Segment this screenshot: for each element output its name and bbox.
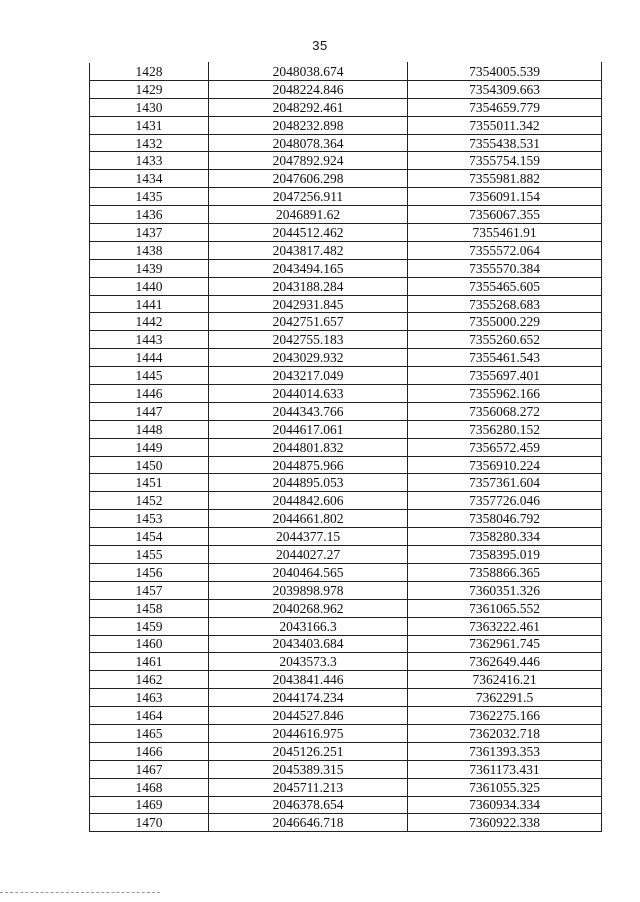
y-coordinate-cell: 7363222.461	[408, 617, 602, 635]
table-row	[90, 313, 602, 331]
x-coordinate-cell: 2043166.3	[209, 617, 408, 635]
point-number-cell: 1440	[90, 277, 209, 295]
y-coordinate-cell: 7356572.459	[408, 438, 602, 456]
x-coordinate-cell: 2048038.674	[209, 63, 408, 81]
table-row	[90, 760, 602, 778]
table-row	[90, 170, 602, 188]
y-coordinate-cell: 7361055.325	[408, 778, 602, 796]
y-coordinate-cell: 7355268.683	[408, 295, 602, 313]
point-number-cell: 1436	[90, 206, 209, 224]
point-number-cell: 1455	[90, 546, 209, 564]
point-number-cell: 1465	[90, 724, 209, 742]
point-number-cell: 1469	[90, 796, 209, 814]
y-coordinate-cell: 7354005.539	[408, 63, 602, 81]
point-number-cell: 1447	[90, 402, 209, 420]
table-row	[90, 581, 602, 599]
x-coordinate-cell: 2045126.251	[209, 742, 408, 760]
point-number-cell: 1429	[90, 80, 209, 98]
y-coordinate-cell: 7362961.745	[408, 635, 602, 653]
y-coordinate-cell: 7361173.431	[408, 760, 602, 778]
table-row	[90, 63, 602, 81]
y-coordinate-cell: 7355461.91	[408, 224, 602, 242]
point-number-cell: 1443	[90, 331, 209, 349]
table-row	[90, 152, 602, 170]
point-number-cell: 1463	[90, 689, 209, 707]
point-number-cell: 1452	[90, 492, 209, 510]
x-coordinate-cell: 2042755.183	[209, 331, 408, 349]
x-coordinate-cell: 2048078.364	[209, 134, 408, 152]
x-coordinate-cell: 2044343.766	[209, 402, 408, 420]
y-coordinate-cell: 7355572.064	[408, 241, 602, 259]
x-coordinate-cell: 2046378.654	[209, 796, 408, 814]
point-number-cell: 1433	[90, 152, 209, 170]
y-coordinate-cell: 7356067.355	[408, 206, 602, 224]
point-number-cell: 1432	[90, 134, 209, 152]
x-coordinate-cell: 2044842.606	[209, 492, 408, 510]
table-row	[90, 80, 602, 98]
x-coordinate-cell: 2043403.684	[209, 635, 408, 653]
point-number-cell: 1457	[90, 581, 209, 599]
y-coordinate-cell: 7358866.365	[408, 563, 602, 581]
table-row	[90, 277, 602, 295]
y-coordinate-cell: 7357361.604	[408, 474, 602, 492]
table-row	[90, 653, 602, 671]
x-coordinate-cell: 2044661.802	[209, 510, 408, 528]
x-coordinate-cell: 2046646.718	[209, 814, 408, 832]
x-coordinate-cell: 2048292.461	[209, 98, 408, 116]
table-row	[90, 224, 602, 242]
x-coordinate-cell: 2040268.962	[209, 599, 408, 617]
x-coordinate-cell: 2044527.846	[209, 707, 408, 725]
point-number-cell: 1428	[90, 63, 209, 81]
table-row	[90, 295, 602, 313]
y-coordinate-cell: 7355962.166	[408, 385, 602, 403]
y-coordinate-cell: 7362649.446	[408, 653, 602, 671]
x-coordinate-cell: 2043841.446	[209, 671, 408, 689]
y-coordinate-cell: 7360922.338	[408, 814, 602, 832]
y-coordinate-cell: 7358280.334	[408, 528, 602, 546]
point-number-cell: 1441	[90, 295, 209, 313]
point-number-cell: 1445	[90, 367, 209, 385]
y-coordinate-cell: 7354659.779	[408, 98, 602, 116]
x-coordinate-cell: 2040464.565	[209, 563, 408, 581]
x-coordinate-cell: 2039898.978	[209, 581, 408, 599]
point-number-cell: 1464	[90, 707, 209, 725]
point-number-cell: 1439	[90, 259, 209, 277]
point-number-cell: 1430	[90, 98, 209, 116]
point-number-cell: 1468	[90, 778, 209, 796]
y-coordinate-cell: 7355011.342	[408, 116, 602, 134]
point-number-cell: 1460	[90, 635, 209, 653]
table-row	[90, 689, 602, 707]
table-row	[90, 98, 602, 116]
y-coordinate-cell: 7357726.046	[408, 492, 602, 510]
point-number-cell: 1442	[90, 313, 209, 331]
coordinates-table	[89, 62, 602, 832]
y-coordinate-cell: 7356091.154	[408, 188, 602, 206]
table-row	[90, 671, 602, 689]
y-coordinate-cell: 7355465.605	[408, 277, 602, 295]
table-row	[90, 206, 602, 224]
coordinates-table-body	[90, 63, 602, 832]
table-row	[90, 778, 602, 796]
y-coordinate-cell: 7358046.792	[408, 510, 602, 528]
point-number-cell: 1467	[90, 760, 209, 778]
x-coordinate-cell: 2042751.657	[209, 313, 408, 331]
x-coordinate-cell: 2044512.462	[209, 224, 408, 242]
table-row	[90, 456, 602, 474]
y-coordinate-cell: 7356280.152	[408, 420, 602, 438]
y-coordinate-cell: 7360934.334	[408, 796, 602, 814]
x-coordinate-cell: 2043494.165	[209, 259, 408, 277]
table-row	[90, 563, 602, 581]
y-coordinate-cell: 7355570.384	[408, 259, 602, 277]
point-number-cell: 1434	[90, 170, 209, 188]
y-coordinate-cell: 7355697.401	[408, 367, 602, 385]
y-coordinate-cell: 7355260.652	[408, 331, 602, 349]
y-coordinate-cell: 7361393.353	[408, 742, 602, 760]
table-row	[90, 402, 602, 420]
table-row	[90, 241, 602, 259]
x-coordinate-cell: 2048232.898	[209, 116, 408, 134]
table-row	[90, 438, 602, 456]
table-row	[90, 724, 602, 742]
table-row	[90, 331, 602, 349]
x-coordinate-cell: 2043029.932	[209, 349, 408, 367]
point-number-cell: 1456	[90, 563, 209, 581]
table-row	[90, 349, 602, 367]
point-number-cell: 1459	[90, 617, 209, 635]
table-row	[90, 635, 602, 653]
y-coordinate-cell: 7362032.718	[408, 724, 602, 742]
table-row	[90, 814, 602, 832]
table-row	[90, 742, 602, 760]
x-coordinate-cell: 2048224.846	[209, 80, 408, 98]
y-coordinate-cell: 7355754.159	[408, 152, 602, 170]
point-number-cell: 1458	[90, 599, 209, 617]
point-number-cell: 1446	[90, 385, 209, 403]
x-coordinate-cell: 2044617.061	[209, 420, 408, 438]
y-coordinate-cell: 7362275.166	[408, 707, 602, 725]
x-coordinate-cell: 2046891.62	[209, 206, 408, 224]
y-coordinate-cell: 7355461.543	[408, 349, 602, 367]
point-number-cell: 1466	[90, 742, 209, 760]
x-coordinate-cell: 2044027.27	[209, 546, 408, 564]
point-number-cell: 1461	[90, 653, 209, 671]
table-row	[90, 474, 602, 492]
point-number-cell: 1431	[90, 116, 209, 134]
y-coordinate-cell: 7355981.882	[408, 170, 602, 188]
y-coordinate-cell: 7358395.019	[408, 546, 602, 564]
point-number-cell: 1449	[90, 438, 209, 456]
point-number-cell: 1437	[90, 224, 209, 242]
x-coordinate-cell: 2044895.053	[209, 474, 408, 492]
table-row	[90, 420, 602, 438]
table-row	[90, 116, 602, 134]
y-coordinate-cell: 7356910.224	[408, 456, 602, 474]
point-number-cell: 1435	[90, 188, 209, 206]
y-coordinate-cell: 7360351.326	[408, 581, 602, 599]
x-coordinate-cell: 2044875.966	[209, 456, 408, 474]
point-number-cell: 1453	[90, 510, 209, 528]
point-number-cell: 1454	[90, 528, 209, 546]
table-row	[90, 259, 602, 277]
table-row	[90, 385, 602, 403]
x-coordinate-cell: 2042931.845	[209, 295, 408, 313]
point-number-cell: 1448	[90, 420, 209, 438]
table-row	[90, 707, 602, 725]
x-coordinate-cell: 2044174.234	[209, 689, 408, 707]
x-coordinate-cell: 2047256.911	[209, 188, 408, 206]
y-coordinate-cell: 7355000.229	[408, 313, 602, 331]
table-row	[90, 796, 602, 814]
x-coordinate-cell: 2044377.15	[209, 528, 408, 546]
point-number-cell: 1451	[90, 474, 209, 492]
table-row	[90, 367, 602, 385]
x-coordinate-cell: 2045389.315	[209, 760, 408, 778]
y-coordinate-cell: 7362416.21	[408, 671, 602, 689]
table-row	[90, 510, 602, 528]
y-coordinate-cell: 7355438.531	[408, 134, 602, 152]
footer-rule	[0, 892, 160, 893]
x-coordinate-cell: 2045711.213	[209, 778, 408, 796]
x-coordinate-cell: 2043188.284	[209, 277, 408, 295]
point-number-cell: 1450	[90, 456, 209, 474]
page-number: 35	[312, 38, 328, 53]
x-coordinate-cell: 2044801.832	[209, 438, 408, 456]
y-coordinate-cell: 7361065.552	[408, 599, 602, 617]
table-row	[90, 134, 602, 152]
y-coordinate-cell: 7362291.5	[408, 689, 602, 707]
point-number-cell: 1438	[90, 241, 209, 259]
x-coordinate-cell: 2043217.049	[209, 367, 408, 385]
table-row	[90, 599, 602, 617]
table-row	[90, 492, 602, 510]
y-coordinate-cell: 7356068.272	[408, 402, 602, 420]
table-row	[90, 546, 602, 564]
point-number-cell: 1470	[90, 814, 209, 832]
x-coordinate-cell: 2047606.298	[209, 170, 408, 188]
point-number-cell: 1444	[90, 349, 209, 367]
x-coordinate-cell: 2044616.975	[209, 724, 408, 742]
table-row	[90, 617, 602, 635]
table-row	[90, 528, 602, 546]
x-coordinate-cell: 2047892.924	[209, 152, 408, 170]
point-number-cell: 1462	[90, 671, 209, 689]
x-coordinate-cell: 2043817.482	[209, 241, 408, 259]
x-coordinate-cell: 2044014.633	[209, 385, 408, 403]
table-row	[90, 188, 602, 206]
x-coordinate-cell: 2043573.3	[209, 653, 408, 671]
y-coordinate-cell: 7354309.663	[408, 80, 602, 98]
